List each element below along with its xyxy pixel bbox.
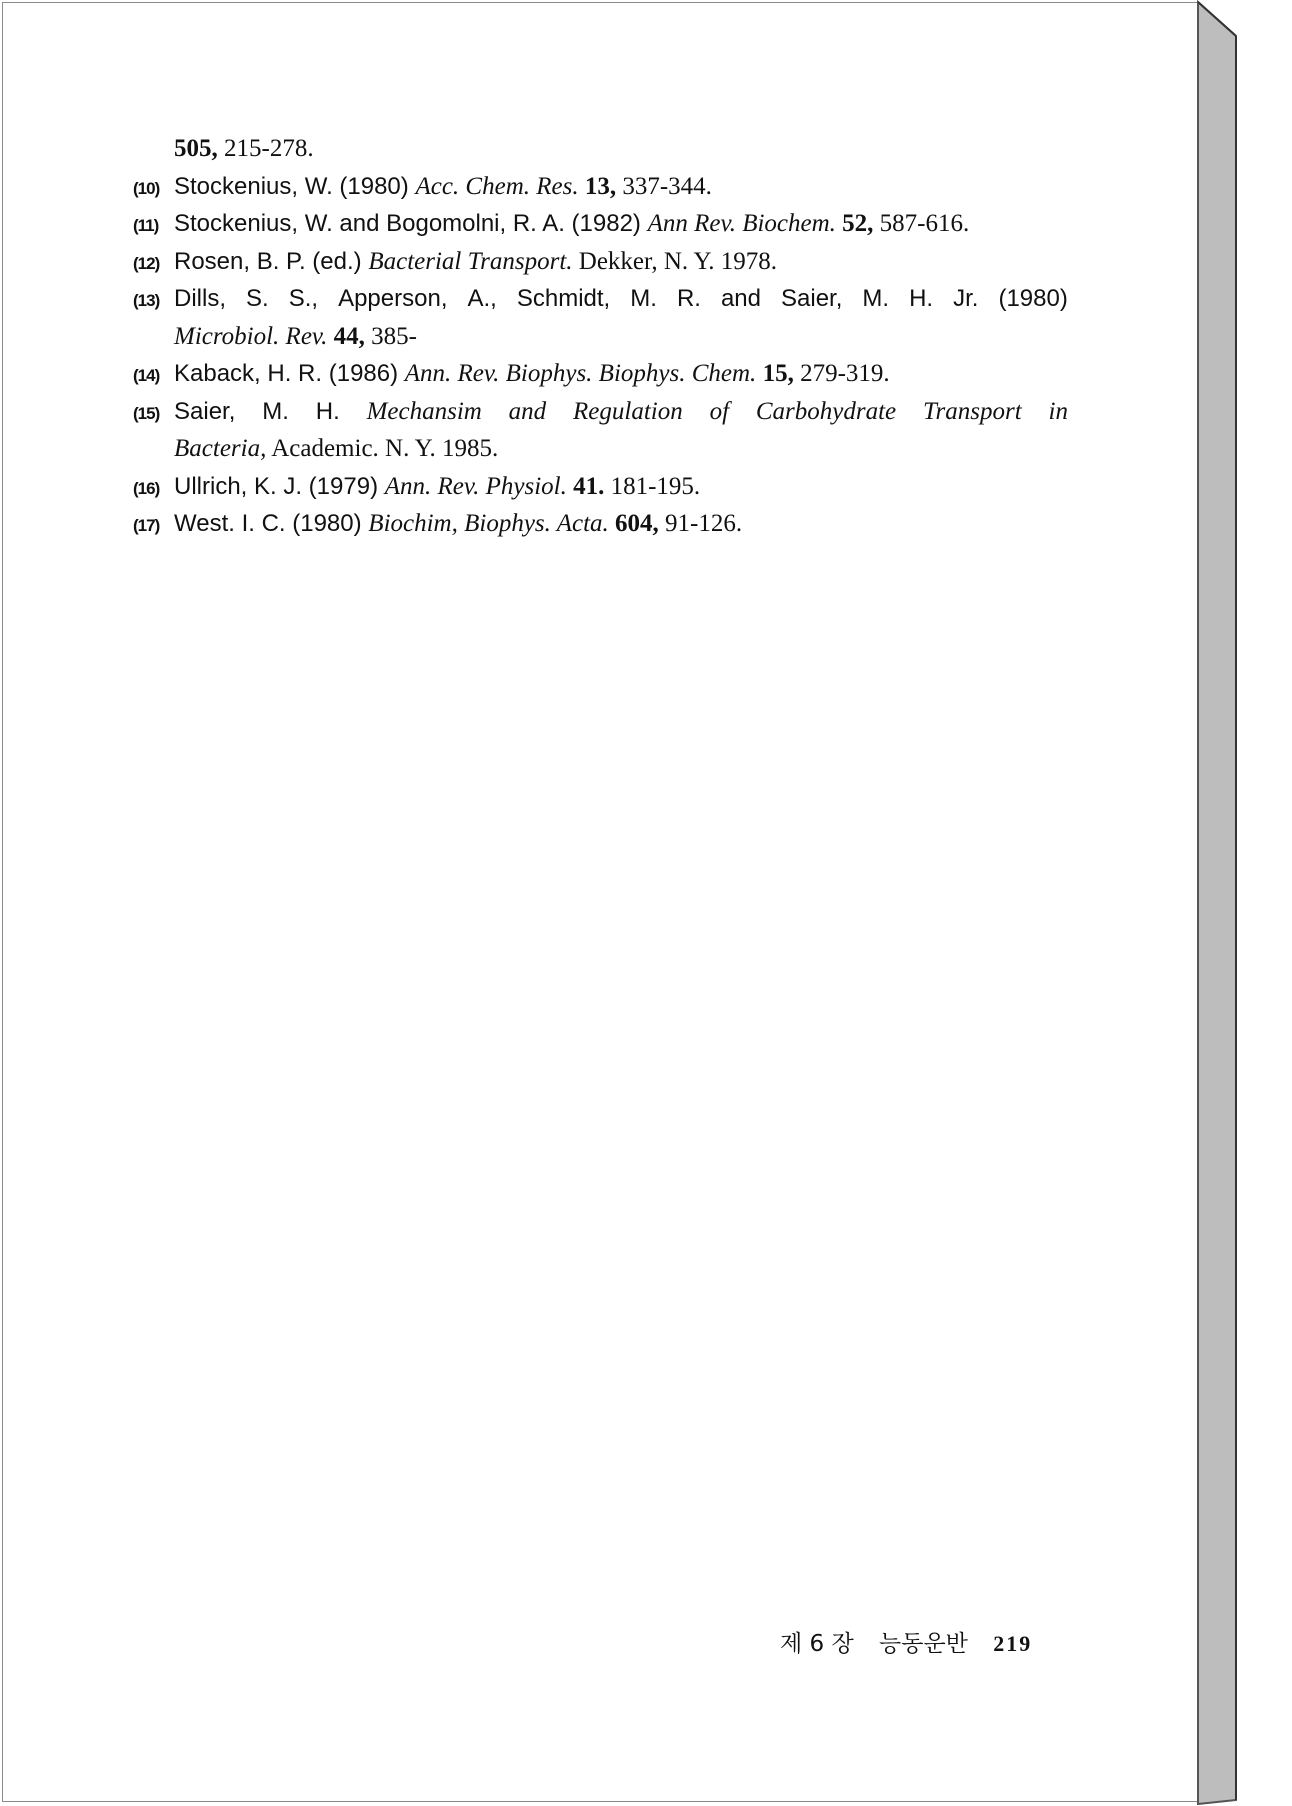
reference-number: (16) [133,478,160,498]
author-text: M. [630,285,657,312]
author-text: Stockenius, W. and Bogomolni, R. A. (1982) [174,210,648,237]
author-text: A., [467,285,497,312]
reference-number: (13) [133,291,160,310]
reference-line [174,280,1068,318]
reference-number: (15) [133,403,160,423]
author-text: M. [862,285,890,312]
citation-text: Academic. N. Y. 1985. [266,435,499,462]
author-text: S., [288,285,319,312]
reference-item [128,393,1068,468]
page-footer [780,1625,1032,1658]
author-text: S. [246,285,269,312]
author-text: Jr. [953,285,979,312]
italic-text: Ann Rev. Biochem. [647,210,836,237]
author-text: Kaback, H. R. (1986) [174,360,405,387]
reference-item [128,468,1068,506]
reference-line [174,393,1068,431]
author-text: Stockenius, W. (1980) [174,172,416,200]
reference-line [174,318,1068,356]
reference-item [128,205,1068,243]
italic-text: Ann. Rev. Physiol. [384,472,567,500]
reference-number: (11) [133,216,159,235]
citation-text: 91-126. [658,510,743,537]
reference-number: (14) [133,366,160,385]
author-text: Schmidt, [516,285,611,312]
reference-item [128,243,1068,281]
reference-number: (17) [133,516,160,535]
reference-item [128,355,1068,393]
italic-text: Bacteria, [174,435,267,462]
author-text: Saier, [174,397,236,425]
reference-item [128,280,1068,355]
italic-text: Mechansim [366,397,482,425]
author-text: Dills, [174,285,226,312]
reference-number: (10) [133,178,160,198]
italic-text: Bacterial Transport. [368,247,573,275]
author-text: West. I. C. (1980) [174,510,369,537]
citation-text: 385- [364,322,417,350]
volume-number: 41. [566,472,605,500]
volume-number: 44, [327,322,365,350]
author-text: (1980) [998,285,1068,312]
author-text: Rosen, B. P. (ed.) [174,247,369,275]
author-text: Ullrich, K. J. (1979) [174,472,385,500]
citation-text: Dekker, N. Y. 1978. [572,247,778,275]
volume-number: 604, [608,510,659,537]
author-text: M. [262,397,289,425]
author-text: H. [909,285,934,312]
citation-text: 215-278. [217,135,314,162]
author-text: Saier, [781,285,843,312]
reference-item [128,168,1068,206]
volume-number: 13, [578,172,617,200]
italic-text: Microbiol. Rev. [174,322,328,350]
citation-text: 181-195. [604,472,701,500]
author-text: H. [315,397,340,425]
reference-item [128,130,1068,168]
reference-list [128,130,1068,543]
italic-text: Carbohydrate [755,397,897,425]
reference-line [174,430,1068,468]
citation-text: 587-616. [873,210,970,237]
page-number: 219 [993,1631,1033,1656]
author-text: and [720,285,761,312]
italic-text: Regulation [573,397,683,425]
citation-text: 337-344. [616,172,712,200]
italic-text: and [508,397,547,425]
author-text: Apperson, [338,285,448,312]
chapter-label: 제 6 장 [780,1631,854,1657]
italic-text: Transport [923,397,1022,425]
reference-number: (12) [133,253,160,273]
italic-text: in [1048,397,1068,425]
italic-text: Biochim, Biophys. Acta. [368,510,609,537]
volume-number: 505, [174,135,218,162]
author-text: R. [676,285,701,312]
italic-text: Ann. Rev. Biophys. Biophys. Chem. [404,360,757,387]
volume-number: 15, [756,360,794,387]
italic-text: Acc. Chem. Res. [415,172,579,200]
reference-item [128,505,1068,543]
volume-number: 52, [835,210,874,237]
citation-text: 279-319. [793,360,890,387]
chapter-title: 능동운반 [879,1631,968,1657]
italic-text: of [709,397,730,425]
